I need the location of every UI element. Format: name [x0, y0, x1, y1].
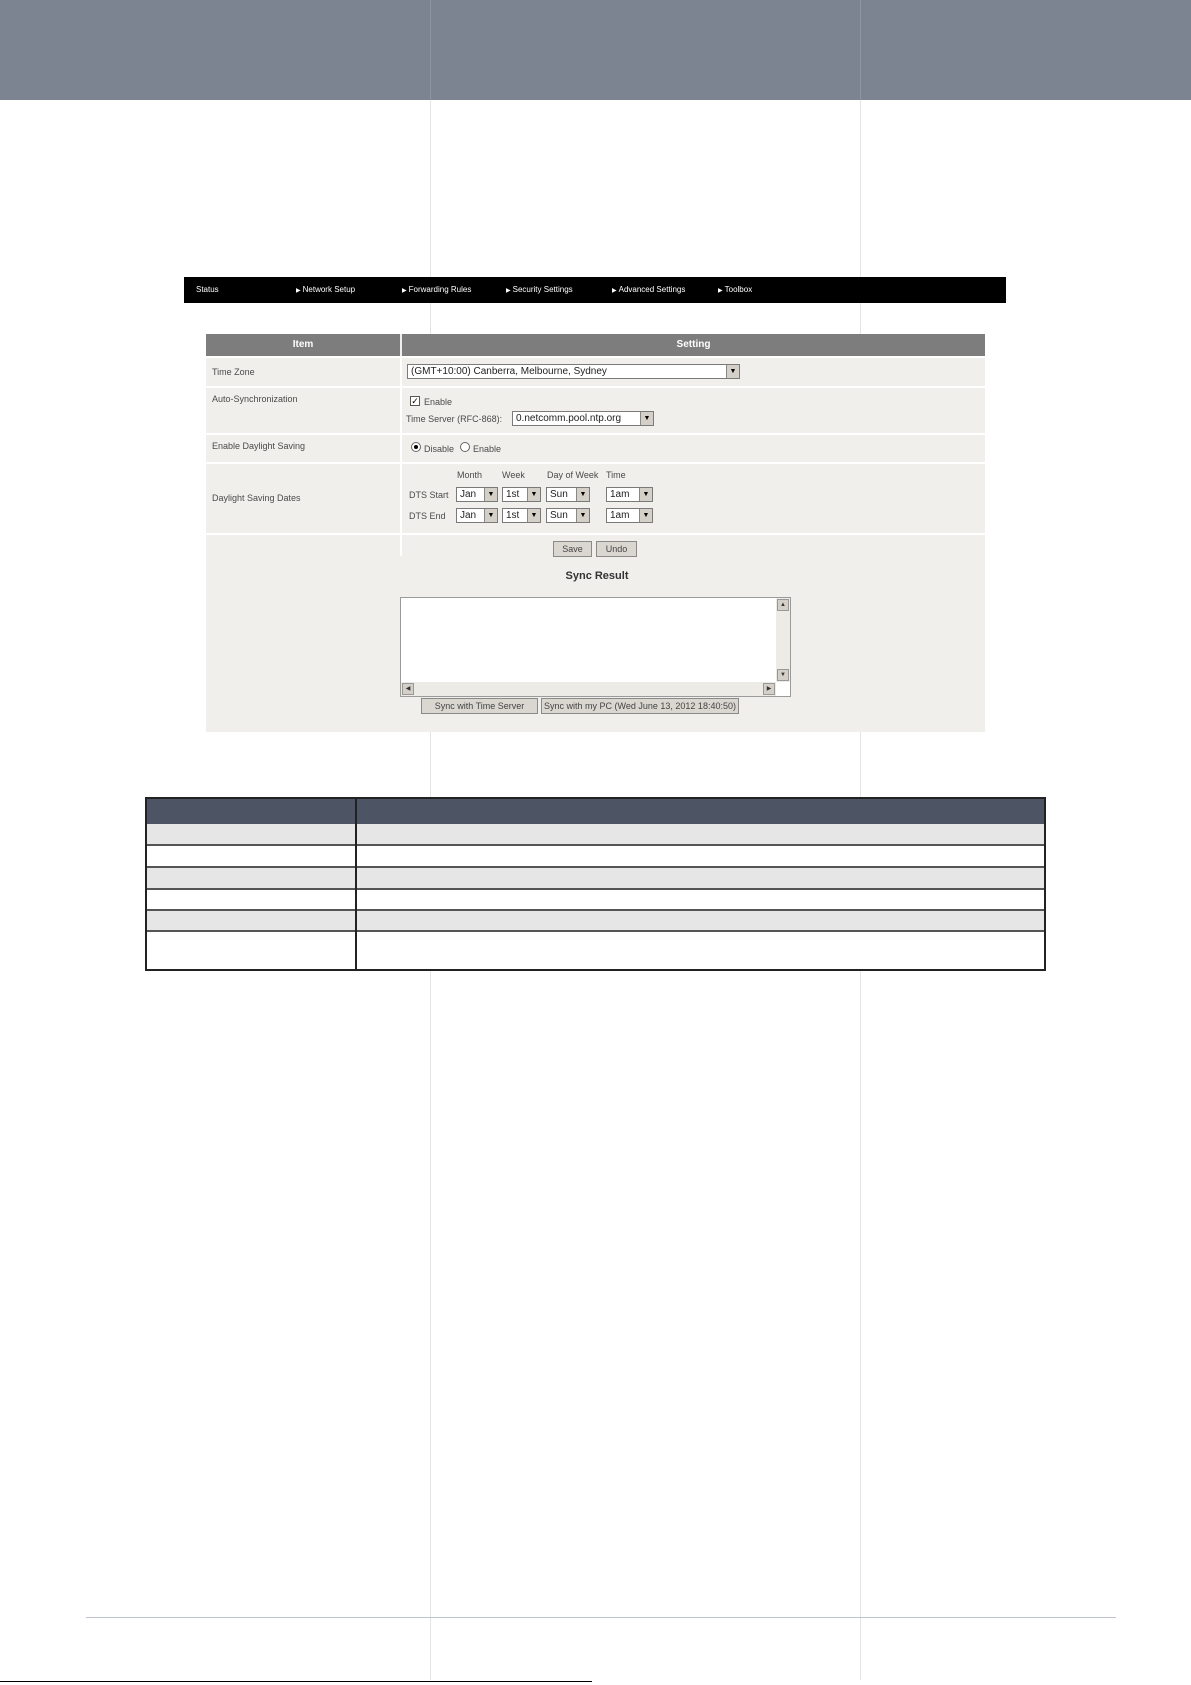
footer-underline	[0, 1681, 592, 1682]
daylight-disable-label: Disable	[424, 444, 455, 454]
time-server-select[interactable]	[512, 411, 654, 426]
column-header-setting: Setting	[402, 334, 985, 356]
time-server-label: Time Server (RFC-868):	[406, 414, 503, 424]
dst-start-day-select[interactable]	[546, 487, 590, 502]
chevron-down-icon: ▼	[527, 509, 540, 522]
dst-start-week-select[interactable]	[502, 487, 541, 502]
auto-sync-label: Auto-Synchronization	[212, 394, 298, 404]
time-server-value: 0.netcomm.pool.ntp.org	[516, 413, 622, 424]
chevron-down-icon: ▼	[576, 488, 589, 501]
dst-start-week-value: 1st	[506, 489, 520, 500]
dst-end-day-value: Sun	[550, 510, 568, 521]
table-row	[147, 932, 1044, 969]
chevron-down-icon: ▼	[484, 509, 497, 522]
chevron-down-icon: ▼	[726, 365, 739, 378]
nav-item-advanced-settings[interactable]: ▶ Advanced Settings	[612, 285, 686, 294]
sync-pc-button[interactable]: Sync with my PC (Wed June 13, 2012 18:40:50)	[541, 698, 739, 714]
nav-item-toolbox[interactable]: ▶ Toolbox	[718, 285, 753, 294]
column-header-item: Item	[206, 334, 400, 356]
chevron-down-icon: ▼	[576, 509, 589, 522]
table-row	[147, 846, 1044, 866]
nav-item-status[interactable]: Status	[196, 285, 219, 294]
table-row	[147, 868, 1044, 888]
dst-end-time-select[interactable]	[606, 508, 653, 523]
page-header-band	[0, 0, 1191, 100]
dst-col-week: Week	[502, 470, 525, 480]
dst-end-month-select[interactable]	[456, 508, 498, 523]
row-divider	[206, 433, 985, 435]
sync-result-title: Sync Result	[565, 570, 629, 582]
dst-start-month-select[interactable]	[456, 487, 498, 502]
nav-item-network-setup[interactable]: ▶ Network Setup	[296, 285, 356, 294]
row-divider	[206, 356, 985, 358]
dst-end-time-value: 1am	[610, 510, 630, 521]
sync-result-textarea[interactable]	[400, 597, 791, 697]
dst-start-month-value: Jan	[460, 489, 477, 500]
arrow-right-icon: ▶	[506, 288, 511, 294]
chevron-down-icon: ▼	[640, 412, 653, 425]
daylight-dates-label: Daylight Saving Dates	[212, 493, 301, 503]
dst-col-month: Month	[457, 470, 483, 480]
time-zone-value: (GMT+10:00) Canberra, Melbourne, Sydney	[411, 366, 607, 377]
dst-start-label: DTS Start	[409, 490, 449, 500]
dst-end-week-value: 1st	[506, 510, 520, 521]
auto-sync-enable-label: Enable	[424, 397, 453, 407]
chevron-down-icon: ▼	[639, 488, 652, 501]
scroll-down-icon[interactable]: ▼	[777, 669, 789, 681]
dst-start-time-select[interactable]	[606, 487, 653, 502]
row-divider	[206, 386, 985, 388]
sync-time-server-button[interactable]: Sync with Time Server	[421, 698, 538, 714]
vertical-scrollbar[interactable]	[776, 598, 790, 682]
nav-item-security-settings[interactable]: ▶ Security Settings	[506, 285, 573, 294]
table-row	[147, 824, 1044, 844]
scroll-up-icon[interactable]: ▲	[777, 599, 789, 611]
dst-end-day-select[interactable]	[546, 508, 590, 523]
dst-col-time: Time	[606, 470, 626, 480]
table-row	[147, 890, 1044, 909]
dst-start-day-value: Sun	[550, 489, 568, 500]
chevron-down-icon: ▼	[639, 509, 652, 522]
description-table	[145, 797, 1046, 971]
arrow-right-icon: ▶	[402, 288, 407, 294]
time-zone-select[interactable]	[407, 364, 740, 379]
arrow-right-icon: ▶	[718, 288, 723, 294]
arrow-right-icon: ▶	[296, 288, 301, 294]
horizontal-scrollbar[interactable]	[401, 682, 776, 696]
row-divider	[206, 462, 985, 464]
auto-sync-enable-checkbox[interactable]: ✓	[411, 396, 419, 406]
router-nav-bar	[184, 277, 1006, 303]
dst-end-label: DTS End	[409, 511, 446, 521]
scroll-left-icon[interactable]: ◀	[402, 683, 414, 695]
footer-rule	[86, 1617, 1116, 1618]
time-zone-label: Time Zone	[212, 367, 255, 377]
chevron-down-icon: ▼	[527, 488, 540, 501]
arrow-right-icon: ▶	[612, 288, 617, 294]
dst-start-time-value: 1am	[610, 489, 630, 500]
dst-col-day: Day of Week	[547, 470, 599, 480]
save-button[interactable]: Save	[553, 541, 592, 557]
daylight-enable-label: Enable	[473, 444, 502, 454]
daylight-enable-radio[interactable]	[460, 442, 470, 452]
table-header-row	[147, 799, 1044, 824]
dst-end-week-select[interactable]	[502, 508, 541, 523]
scroll-right-icon[interactable]: ▶	[763, 683, 775, 695]
header-divider	[430, 0, 431, 100]
column-divider	[355, 799, 357, 969]
row-divider	[206, 533, 985, 535]
undo-button[interactable]: Undo	[596, 541, 637, 557]
dst-end-month-value: Jan	[460, 510, 477, 521]
daylight-saving-label: Enable Daylight Saving	[212, 441, 306, 451]
nav-item-forwarding-rules[interactable]: ▶ Forwarding Rules	[402, 285, 472, 294]
header-divider	[860, 0, 861, 100]
daylight-disable-radio[interactable]	[411, 442, 421, 452]
chevron-down-icon: ▼	[484, 488, 497, 501]
table-row	[147, 911, 1044, 930]
